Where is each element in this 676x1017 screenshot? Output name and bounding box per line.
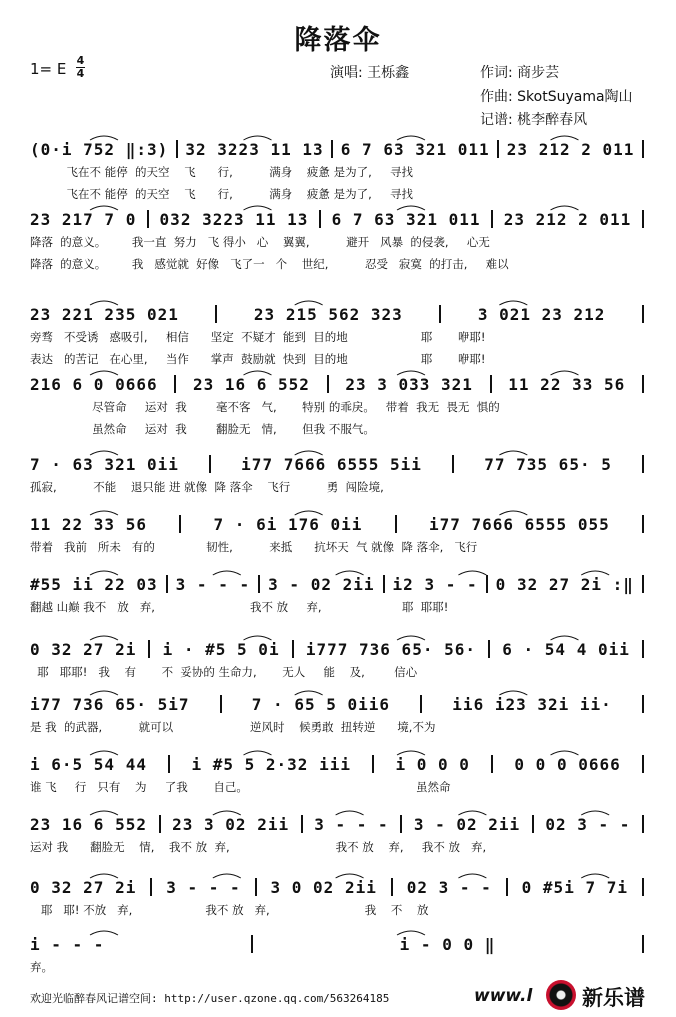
slur-marks <box>30 130 644 160</box>
lyric-line: 飞在不 能停 的天空 飞 行, 满身 疲惫 是为了, 寻找 <box>30 187 413 201</box>
slur <box>397 206 425 210</box>
measure: 23 212 2 011 <box>503 210 632 229</box>
measure: i #5 5 2·32 iii <box>191 755 351 774</box>
slur <box>213 571 241 575</box>
slur-marks <box>30 295 644 325</box>
lyric-line: 耶 耶耶! 我 有 不 妥协的 生命力, 无人 能 及, 信心 <box>30 665 418 679</box>
slur <box>213 874 241 878</box>
slur <box>295 511 323 515</box>
slur <box>336 571 364 575</box>
slur-marks <box>30 445 644 475</box>
measure: 032 3223 11 13 <box>159 210 309 229</box>
measure: 3 - - - <box>166 878 241 897</box>
lyric-line: 降落 的意义。 我一直 努力 飞 得小 心 翼翼, 避开 风暴 的侵袭, 心无 <box>30 235 490 249</box>
slur <box>90 371 118 375</box>
measure: i 6·5 54 44 <box>30 755 147 774</box>
measure: 32 3223 11 13 <box>185 140 324 159</box>
lyric-line: 带着 我前 所未 有的 韧性, 来抵 抗坏天 气 就像 降 落伞, 飞行 <box>30 540 478 554</box>
lyric-line: 翻越 山巅 我不 放 弃, 我不 放 弃, 耶 耶耶! <box>30 600 449 614</box>
slur <box>397 136 425 140</box>
measure: 02 3 - - <box>406 878 492 897</box>
slur <box>90 751 118 755</box>
slur <box>244 636 272 640</box>
measure: 7 · 65 5 0ii6 <box>251 695 391 714</box>
slur <box>499 511 527 515</box>
slur <box>397 751 425 755</box>
lyricist-credit: 作词: 商步芸 <box>480 65 560 81</box>
measure: ii6 i23 32i ii· <box>452 695 612 714</box>
slur <box>244 371 272 375</box>
measure: 0 #5i 7 7i <box>521 878 628 897</box>
slur <box>551 636 579 640</box>
time-signature <box>76 55 85 80</box>
measure: 0 32 27 2i <box>30 878 137 897</box>
measure: 6 7 63 321 011 <box>331 210 481 229</box>
logo-www: www.l <box>474 986 533 1006</box>
slur <box>499 451 527 455</box>
slur <box>397 371 425 375</box>
slur <box>90 451 118 455</box>
measure: 0 32 27 2i <box>30 640 137 659</box>
measure: 3 - 02 2ii <box>268 575 375 594</box>
measure: 23 3 02 2ii <box>172 815 290 834</box>
key-signature: 1= E <box>30 60 67 78</box>
lyric-line: 尽管命 运对 我 毫不客 气, 特别 的乖戾。 带着 我无 畏无 惧的 <box>30 400 500 414</box>
time-bottom: 4 <box>76 67 85 80</box>
slur <box>90 931 118 935</box>
measure: 6 7 63 321 011 <box>340 140 490 159</box>
slur <box>336 811 364 815</box>
measure: i 0 0 0 <box>395 755 470 774</box>
slur <box>551 136 579 140</box>
slur <box>244 751 272 755</box>
measure: i77 7666 6555 055 <box>428 515 610 534</box>
measure: (0·i 752 ‖:3) <box>30 140 169 159</box>
lyric-line: 弃。 <box>30 960 53 974</box>
measure: i - 0 0 ‖ <box>399 935 496 954</box>
measure: 23 16 6 552 <box>192 375 310 394</box>
site-logo <box>474 980 664 1012</box>
slur <box>90 206 118 210</box>
slur-marks <box>30 630 644 660</box>
measure: i77 7666 6555 5ii <box>241 455 422 474</box>
measure: 23 212 2 011 <box>506 140 635 159</box>
measure: 02 3 - - <box>545 815 631 834</box>
measure: 7 · 63 321 0ii <box>30 455 179 474</box>
lyric-line: 孤寂, 不能 退只能 进 就像 降 落伞 飞行 勇 闯险境, <box>30 480 384 494</box>
slur-marks <box>30 200 644 230</box>
slur <box>90 136 118 140</box>
slur <box>244 136 272 140</box>
slur <box>551 371 579 375</box>
slur <box>397 636 425 640</box>
lyric-line: 运对 我 翻脸无 情, 我不 放 弃, 我不 放 弃, 我不 放 弃, <box>30 840 487 854</box>
slur-marks <box>30 745 644 775</box>
measure: i2 3 - - <box>392 575 478 594</box>
slur <box>90 811 118 815</box>
measure: 11 22 33 56 <box>30 515 147 534</box>
slur <box>499 691 527 695</box>
slur <box>551 751 579 755</box>
slur-marks <box>30 505 644 535</box>
lyric-line: 降落 的意义。 我 感觉就 好像 飞了一 个 世纪, 忍受 寂寞 的打击, 难以 <box>30 257 509 271</box>
measure: 0 0 0 0666 <box>514 755 621 774</box>
measure: 3 0 02 2ii <box>270 878 377 897</box>
transcriber-credit: 记谱: 桃李醉春风 <box>480 112 588 128</box>
slur <box>581 811 609 815</box>
slur-marks <box>30 565 644 595</box>
lyric-line: 表达 的苦记 在心里, 当作 掌声 鼓励就 快到 目的地 耶 咿耶! <box>30 352 486 366</box>
slur <box>90 636 118 640</box>
slur <box>90 301 118 305</box>
slur <box>458 811 486 815</box>
slur <box>397 931 425 935</box>
slur <box>499 301 527 305</box>
lyric-line: 旁骛 不受诱 惑吸引, 相信 坚定 不疑才 能到 目的地 耶 咿耶! <box>30 330 486 344</box>
slur <box>336 874 364 878</box>
slur <box>295 301 323 305</box>
measure: i777 736 65· 56· <box>305 640 476 659</box>
measure: 3 - - - <box>175 575 251 594</box>
slur <box>244 206 272 210</box>
measure: i77 736 65· 5i7 <box>30 695 190 714</box>
time-top: 4 <box>76 54 85 67</box>
measure: #55 ii 22 03 <box>30 575 158 594</box>
slur <box>90 571 118 575</box>
measure: i · #5 5 0i <box>162 640 280 659</box>
slur <box>295 451 323 455</box>
lyric-line: 耶 耶! 不放 弃, 我不 放 弃, 我 不 放 <box>30 903 429 917</box>
measure: 11 22 33 56 <box>508 375 626 394</box>
measure: 23 217 7 0 <box>30 210 137 229</box>
measure: 77 735 65· 5 <box>484 455 612 474</box>
measure: 23 221 235 021 <box>30 305 179 324</box>
slur <box>581 874 609 878</box>
logo-brand: 新乐谱 <box>582 986 645 1010</box>
measure: 23 16 6 552 <box>30 815 147 834</box>
slur <box>213 811 241 815</box>
disc-icon <box>546 980 576 1010</box>
slur <box>551 206 579 210</box>
singer-credit: 演唱: 王栎鑫 <box>330 65 410 81</box>
slur <box>90 874 118 878</box>
measure: 3 - - - <box>314 815 389 834</box>
slur <box>295 691 323 695</box>
measure: 7 · 6i 176 0ii <box>213 515 363 534</box>
measure: 6 · 54 4 0ii <box>502 640 630 659</box>
lyric-line: 飞在不 能停 的天空 飞 行, 满身 疲惫 是为了, 寻找 <box>30 165 413 179</box>
lyric-line: 是 我 的武器, 就可以 逆风时 候勇敢 扭转逆 境,不为 <box>30 720 436 734</box>
footer-url: 欢迎光临醉春风记谱空间: http://user.qzone.qq.com/563264185 <box>30 992 390 1005</box>
slur <box>458 874 486 878</box>
measure: 23 3 033 321 <box>345 375 473 394</box>
page-title: 降落伞 <box>294 25 382 56</box>
slur <box>90 511 118 515</box>
slur-marks <box>30 925 644 955</box>
slur <box>458 571 486 575</box>
measure: 3 - 02 2ii <box>413 815 521 834</box>
slur-marks <box>30 805 644 835</box>
slur-marks <box>30 685 644 715</box>
slur-marks <box>30 365 644 395</box>
slur-marks <box>30 868 644 898</box>
measure: 216 6 0 0666 <box>30 375 158 394</box>
lyric-line: 谁 飞 行 只有 为 了我 自己。 虽然命 <box>30 780 451 794</box>
measure: 23 215 562 323 <box>253 305 403 324</box>
slur <box>90 691 118 695</box>
composer-credit: 作曲: SkotSuyama陶山 <box>480 89 633 105</box>
measure: 0 32 27 2i :‖ <box>495 575 634 594</box>
measure: i - - - <box>30 935 105 954</box>
measure: 3 021 23 212 <box>477 305 606 324</box>
slur <box>581 571 609 575</box>
lyric-line: 虽然命 运对 我 翻脸无 情, 但我 不服气。 <box>30 422 375 436</box>
